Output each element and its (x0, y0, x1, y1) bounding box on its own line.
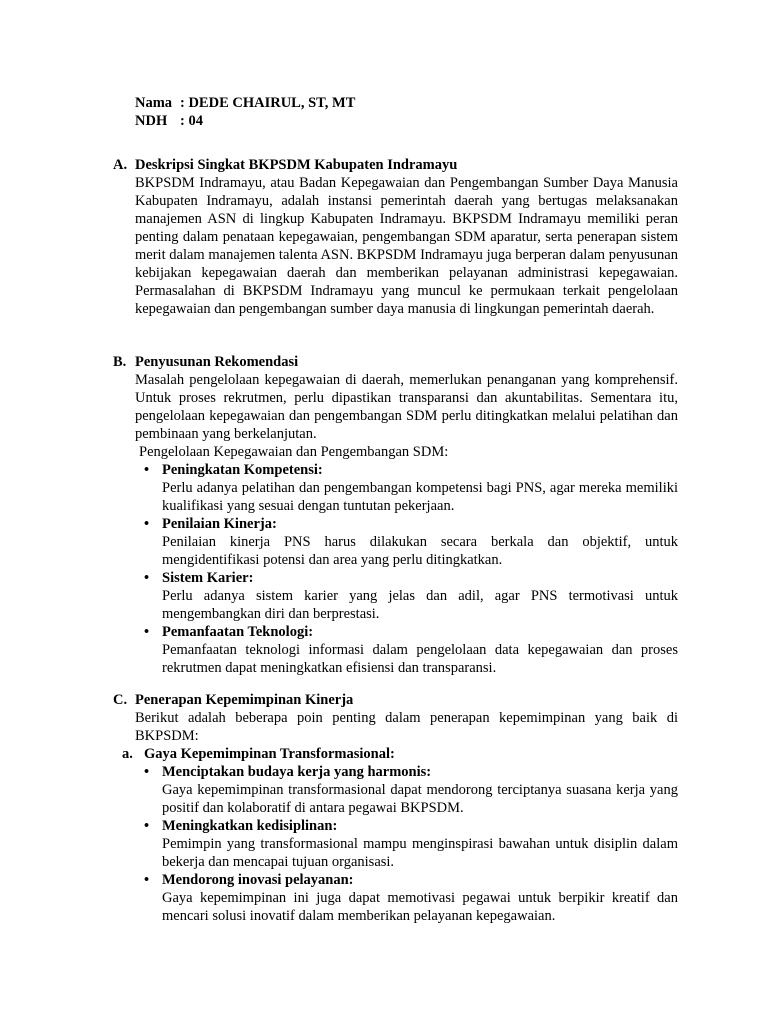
bullet-title: Sistem Karier: (162, 570, 254, 586)
subsection-a-heading (110, 745, 678, 763)
bullet-title: Penilaian Kinerja: (162, 516, 277, 532)
section-c-heading (110, 691, 678, 709)
section-a-title: Deskripsi Singkat BKPSDM Kabupaten Indramayu (135, 157, 458, 173)
section-a (110, 156, 678, 318)
subsection-a-letter: a. (122, 746, 133, 762)
section-c-body: Berikut adalah beberapa poin penting dalam penerapan kepemimpinan yang baik di BKPSDM: (135, 710, 678, 744)
section-b-title: Penyusunan Rekomendasi (135, 354, 299, 370)
bullet-text: Pemanfaatan teknologi informasi dalam pengelolaan data kepegawaian dan proses rekrutmen dapat meningkatkan efisiensi dan transparansi. (162, 642, 678, 676)
section-c-title: Penerapan Kepemimpinan Kinerja (135, 692, 354, 708)
bullet-text: Pemimpin yang transformasional mampu menginspirasi bawahan untuk disiplin dalam bekerja dan mencapai tujuan organisasi. (162, 836, 678, 870)
bullet-icon: • (144, 624, 150, 640)
bullet-icon: • (144, 818, 150, 834)
bullet-text: Gaya kepemimpinan ini juga dapat memotivasi pegawai untuk berpikir kreatif dan mencari solusi inovatif dalam memberikan pelayanan kepegawaian. (162, 890, 678, 924)
subsection-a-title: Gaya Kepemimpinan Transformasional: (144, 746, 395, 762)
bullet-icon: • (144, 872, 150, 888)
list-item (144, 461, 678, 515)
section-c-letter: C. (113, 692, 128, 708)
ndh-label: NDH (135, 113, 168, 129)
bullet-title: Menciptakan budaya kerja yang harmonis: (162, 764, 432, 780)
bullet-text: Perlu adanya sistem karier yang jelas dan adil, agar PNS termotivasi untuk mengembangkan diri dan berprestasi. (162, 588, 678, 622)
section-b-bullet-list (110, 461, 678, 677)
bullet-title: Meningkatkan kedisiplinan: (162, 818, 338, 834)
section-a-body: BKPSDM Indramayu, atau Badan Kepegawaian dan Pengembangan Sumber Daya Manusia Kabupaten Indramayu, adalah instansi pemerintah daerah yang bertugas melaksanakan manajemen ASN di lingkup Kabupaten Indramayu. BKPSDM Indramayu memiliki peran penting dalam penataan kepegawaian, pengembangan SDM aparatur, serta penerapan sistem merit dalam manajemen talenta ASN. BKPSDM Indramayu juga berperan dalam penyusunan kebijakan kepegawaian daerah dan memberikan pelayanan administrasi kepegawaian. Permasalahan di BKPSDM Indramayu yang muncul ke permukaan terkait pengelolaan kepegawaian dan pengembangan sumber daya manusia di lingkungan pemerintah daerah. (135, 175, 678, 317)
name-row (135, 94, 355, 112)
identity-header (135, 94, 355, 130)
ndh-row (135, 112, 355, 130)
section-b-intro: Pengelolaan Kepegawaian dan Pengembangan SDM: (139, 444, 449, 460)
bullet-text: Gaya kepemimpinan transformasional dapat mendorong terciptanya suasana kerja yang positif dan kolaboratif di antara pegawai BKPSDM. (162, 782, 678, 816)
bullet-icon: • (144, 516, 150, 532)
section-b-body: Masalah pengelolaan kepegawaian di daerah, memerlukan penanganan yang komprehensif. Untuk proses rekrutmen, perlu dipastikan transparansi dan akuntabilitas. Sementara itu, pengelolaan kepegawaian dan pengembangan SDM perlu ditingkatkan melalui pelatihan dan pembinaan yang berkelanjutan. (135, 372, 678, 442)
section-c-bullet-list (110, 763, 678, 925)
section-a-letter: A. (113, 157, 128, 173)
name-value: : DEDE CHAIRUL, ST, MT (180, 95, 356, 111)
list-item (144, 817, 678, 871)
list-item (144, 623, 678, 677)
list-item (144, 569, 678, 623)
bullet-icon: • (144, 764, 150, 780)
bullet-title: Mendorong inovasi pelayanan: (162, 872, 354, 888)
section-b-letter: B. (113, 354, 127, 370)
section-c (110, 691, 678, 925)
bullet-text: Penilaian kinerja PNS harus dilakukan secara berkala dan objektif, untuk mengidentifikasi potensi dan area yang perlu ditingkatkan. (162, 534, 678, 568)
ndh-value: : 04 (180, 113, 203, 129)
bullet-text: Perlu adanya pelatihan dan pengembangan kompetensi bagi PNS, agar mereka memiliki kualifikasi yang sesuai dengan tuntutan pekerjaan. (162, 480, 678, 514)
bullet-icon: • (144, 570, 150, 586)
section-b-heading (110, 353, 678, 371)
bullet-title: Peningkatan Kompetensi: (162, 462, 323, 478)
bullet-icon: • (144, 462, 150, 478)
list-item (144, 515, 678, 569)
section-b (110, 353, 678, 677)
section-a-heading (110, 156, 678, 174)
list-item (144, 871, 678, 925)
bullet-title: Pemanfaatan Teknologi: (162, 624, 314, 640)
name-label: Nama (135, 95, 173, 111)
list-item (144, 763, 678, 817)
